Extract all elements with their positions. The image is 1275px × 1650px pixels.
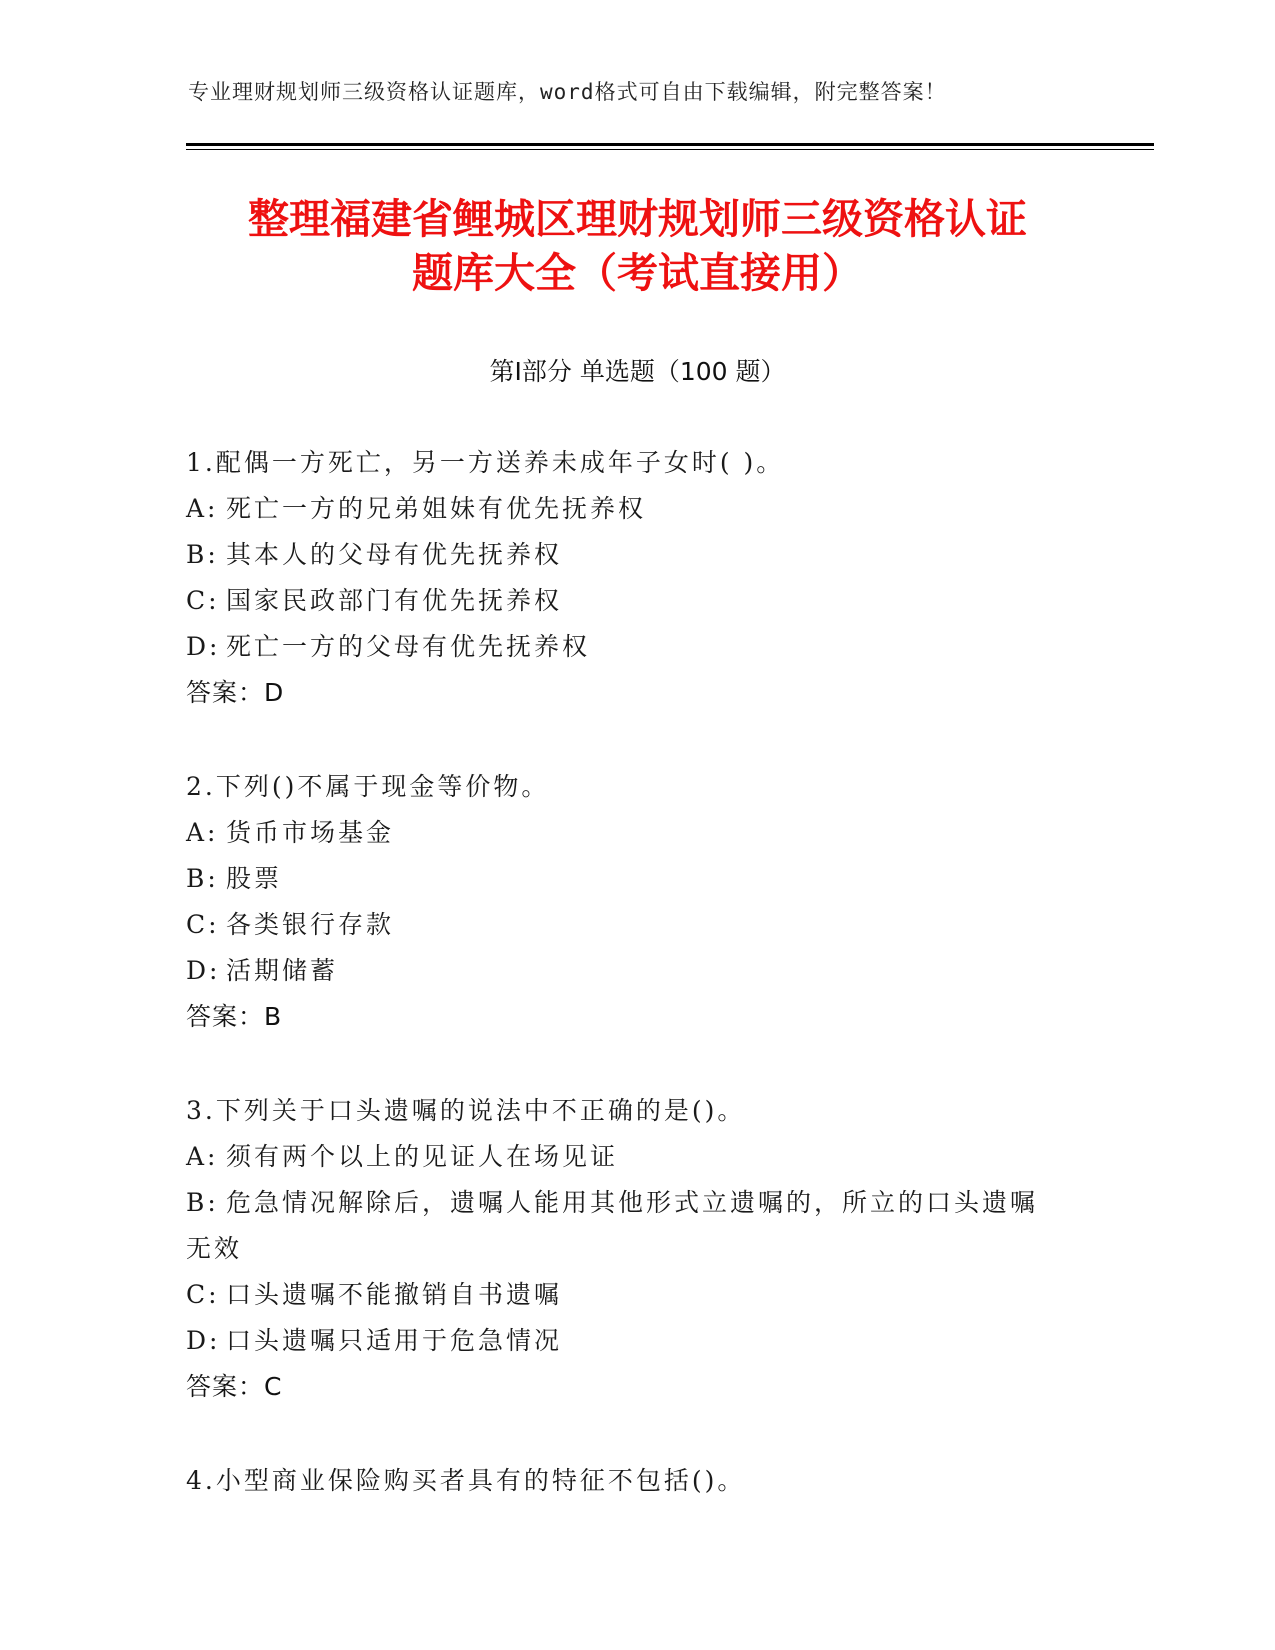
option-b-continued: 无效: [186, 1234, 243, 1263]
option-text: 各类银行存款: [226, 910, 395, 939]
question-1: [186, 440, 1086, 716]
option-d: [186, 1318, 1086, 1364]
section-title: 第Ⅰ部分 单选题（100 题）: [489, 357, 786, 386]
option-text: 活期储蓄: [226, 956, 339, 985]
header-rule-thick: [186, 143, 1154, 146]
option-a: [186, 810, 1086, 856]
option-b: [186, 856, 1086, 902]
question-stem: 2.下列()不属于现金等价物。: [186, 772, 550, 801]
option-b: [186, 532, 1086, 578]
question-list: [186, 440, 1086, 1552]
document-title: [150, 192, 1125, 300]
question-stem: 1.配偶一方死亡，另一方送养未成年子女时( )。: [186, 448, 785, 477]
question-stem: 3.下列关于口头遗嘱的说法中不正确的是()。: [186, 1096, 746, 1125]
option-c: [186, 1272, 1086, 1318]
header-rule-thin: [186, 149, 1154, 150]
question-4: [186, 1458, 1086, 1504]
option-text: 危急情况解除后，遗嘱人能用其他形式立遗嘱的，所立的口头遗嘱: [226, 1188, 1039, 1217]
option-text: 口头遗嘱不能撤销自书遗嘱: [226, 1280, 563, 1309]
option-letter: B:: [186, 864, 219, 893]
answer-label: 答案：: [186, 678, 265, 707]
answer-label: 答案：: [186, 1002, 265, 1031]
option-c: [186, 902, 1086, 948]
option-text: 其本人的父母有优先抚养权: [226, 540, 563, 569]
question-3: [186, 1088, 1086, 1410]
question-stem: 4.小型商业保险购买者具有的特征不包括()。: [186, 1466, 746, 1495]
answer-line: [186, 1364, 1086, 1410]
option-letter: C:: [186, 1280, 220, 1309]
answer-line: [186, 670, 1086, 716]
option-letter: B:: [186, 540, 219, 569]
option-c: [186, 578, 1086, 624]
option-d: [186, 624, 1086, 670]
document-title-line1: 整理福建省鲤城区理财规划师三级资格认证: [248, 195, 1027, 243]
answer-value: B: [264, 1002, 283, 1031]
answer-value: D: [264, 678, 285, 707]
option-text: 股票: [226, 864, 283, 893]
answer-value: C: [264, 1372, 283, 1401]
option-text: 死亡一方的兄弟姐妹有优先抚养权: [226, 494, 647, 523]
option-text: 口头遗嘱只适用于危急情况: [226, 1326, 563, 1355]
answer-label: 答案：: [186, 1372, 265, 1401]
option-b: [186, 1180, 1086, 1226]
option-text: 死亡一方的父母有优先抚养权: [226, 632, 591, 661]
option-letter: B:: [186, 1188, 219, 1217]
option-letter: D:: [186, 632, 221, 661]
option-letter: A:: [186, 494, 219, 523]
option-a: [186, 486, 1086, 532]
question-2: [186, 764, 1086, 1040]
option-text: 货币市场基金: [226, 818, 395, 847]
option-letter: A:: [186, 818, 219, 847]
option-letter: D:: [186, 1326, 221, 1355]
option-letter: A:: [186, 1142, 219, 1171]
option-letter: C:: [186, 910, 220, 939]
option-text: 须有两个以上的见证人在场见证: [226, 1142, 619, 1171]
option-letter: C:: [186, 586, 220, 615]
header-note: 专业理财规划师三级资格认证题库，word格式可自由下载编辑，附完整答案！: [188, 80, 947, 104]
option-a: [186, 1134, 1086, 1180]
answer-line: [186, 994, 1086, 1040]
option-d: [186, 948, 1086, 994]
option-text: 国家民政部门有优先抚养权: [226, 586, 563, 615]
document-title-line2: 题库大全（考试直接用）: [412, 249, 863, 297]
option-letter: D:: [186, 956, 221, 985]
